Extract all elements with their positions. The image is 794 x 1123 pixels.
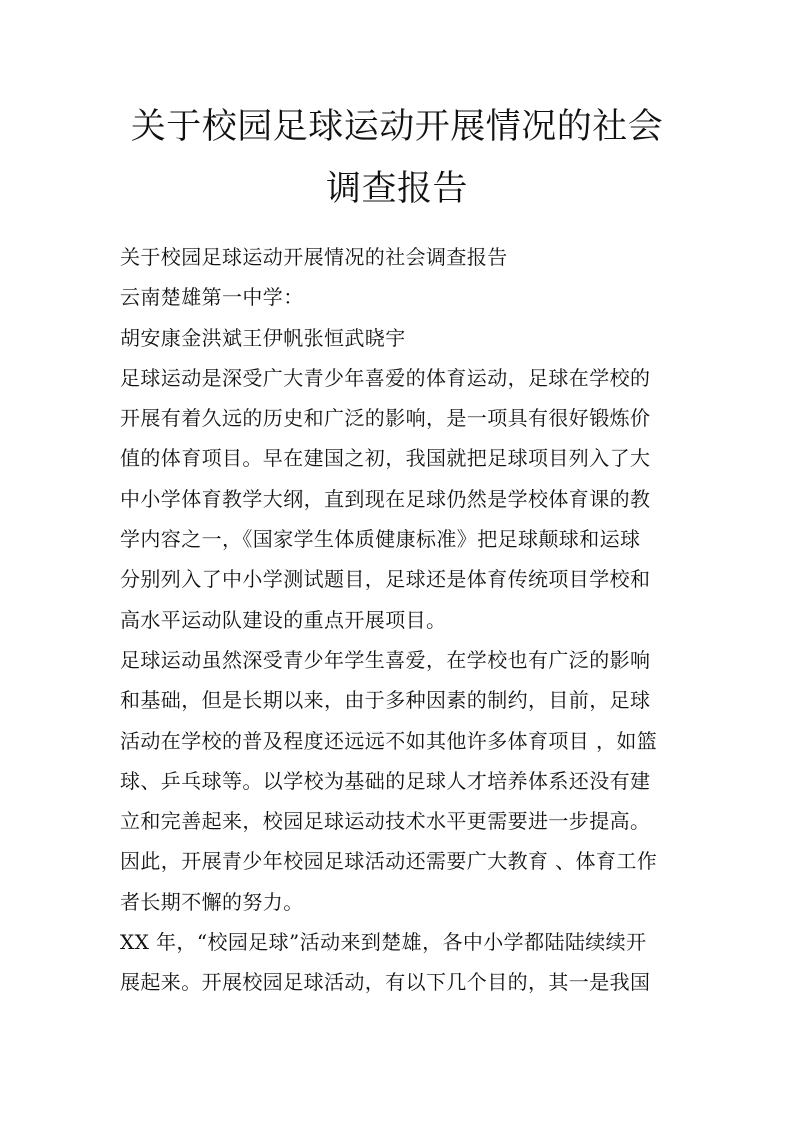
subtitle-line: 关于校园足球运动开展情况的社会调查报告: [120, 245, 508, 269]
paragraph-1-line: 分别列入了中小学测试题目，足球还是体育传统项目学校和: [120, 567, 651, 592]
paragraph-1-line: 值的体育项目。早在建国之初，我国就把足球项目列入了大: [120, 446, 651, 471]
paragraph-3-line: XX 年，“校园足球”活动来到楚雄，各中小学都陆陆续续开: [120, 930, 647, 955]
paragraph-2-line: 因此，开展青少年校园足球活动还需要广大教育 、体育工作: [120, 849, 658, 874]
document-title-line-2: 调查报告: [325, 169, 468, 209]
paragraph-1-line: 开展有着久远的历史和广泛的影响，是一项具有很好锻炼价: [120, 406, 651, 431]
paragraph-1-line: 足球运动是深受广大青少年喜爱的体育运动，足球在学校的: [120, 365, 651, 390]
paragraph-1-line: 学内容之一，《国家学生体质健康标准》把足球颠球和运球: [120, 527, 641, 552]
paragraph-2-line: 者长期不懈的努力。: [120, 889, 304, 914]
paragraph-2-line: 球、乒乓球等。以学校为基础的足球人才培养体系还没有建: [120, 768, 651, 793]
paragraph-3-line: 展起来。开展校园足球活动，有以下几个目的，其一是我国: [120, 970, 651, 995]
document-body: [120, 237, 680, 1003]
paragraph-2-line: 和基础，但是长期以来，由于多种因素的制约，目前，足球: [120, 688, 651, 713]
document-title-line-1: 关于校园足球运动开展情况的社会: [130, 107, 664, 147]
school-line: 云南楚雄第一中学：: [120, 285, 304, 310]
paragraph-2-line: 足球运动虽然深受青少年学生喜爱，在学校也有广泛的影响: [120, 647, 651, 672]
paragraph-1-line: 中小学体育教学大纲，直到现在足球仍然是学校体育课的教: [120, 486, 651, 511]
authors-line: 胡安康金洪斌王伊帆张恒武晓宇: [120, 325, 406, 350]
paragraph-2-line: 活动在学校的普及程度还远远不如其他许多体育项目 ，如篮: [120, 728, 658, 753]
paragraph-2-line: 立和完善起来，校园足球运动技术水平更需要进一步提高。: [120, 809, 651, 834]
paragraph-1-line: 高水平运动队建设的重点开展项目。: [120, 607, 447, 632]
